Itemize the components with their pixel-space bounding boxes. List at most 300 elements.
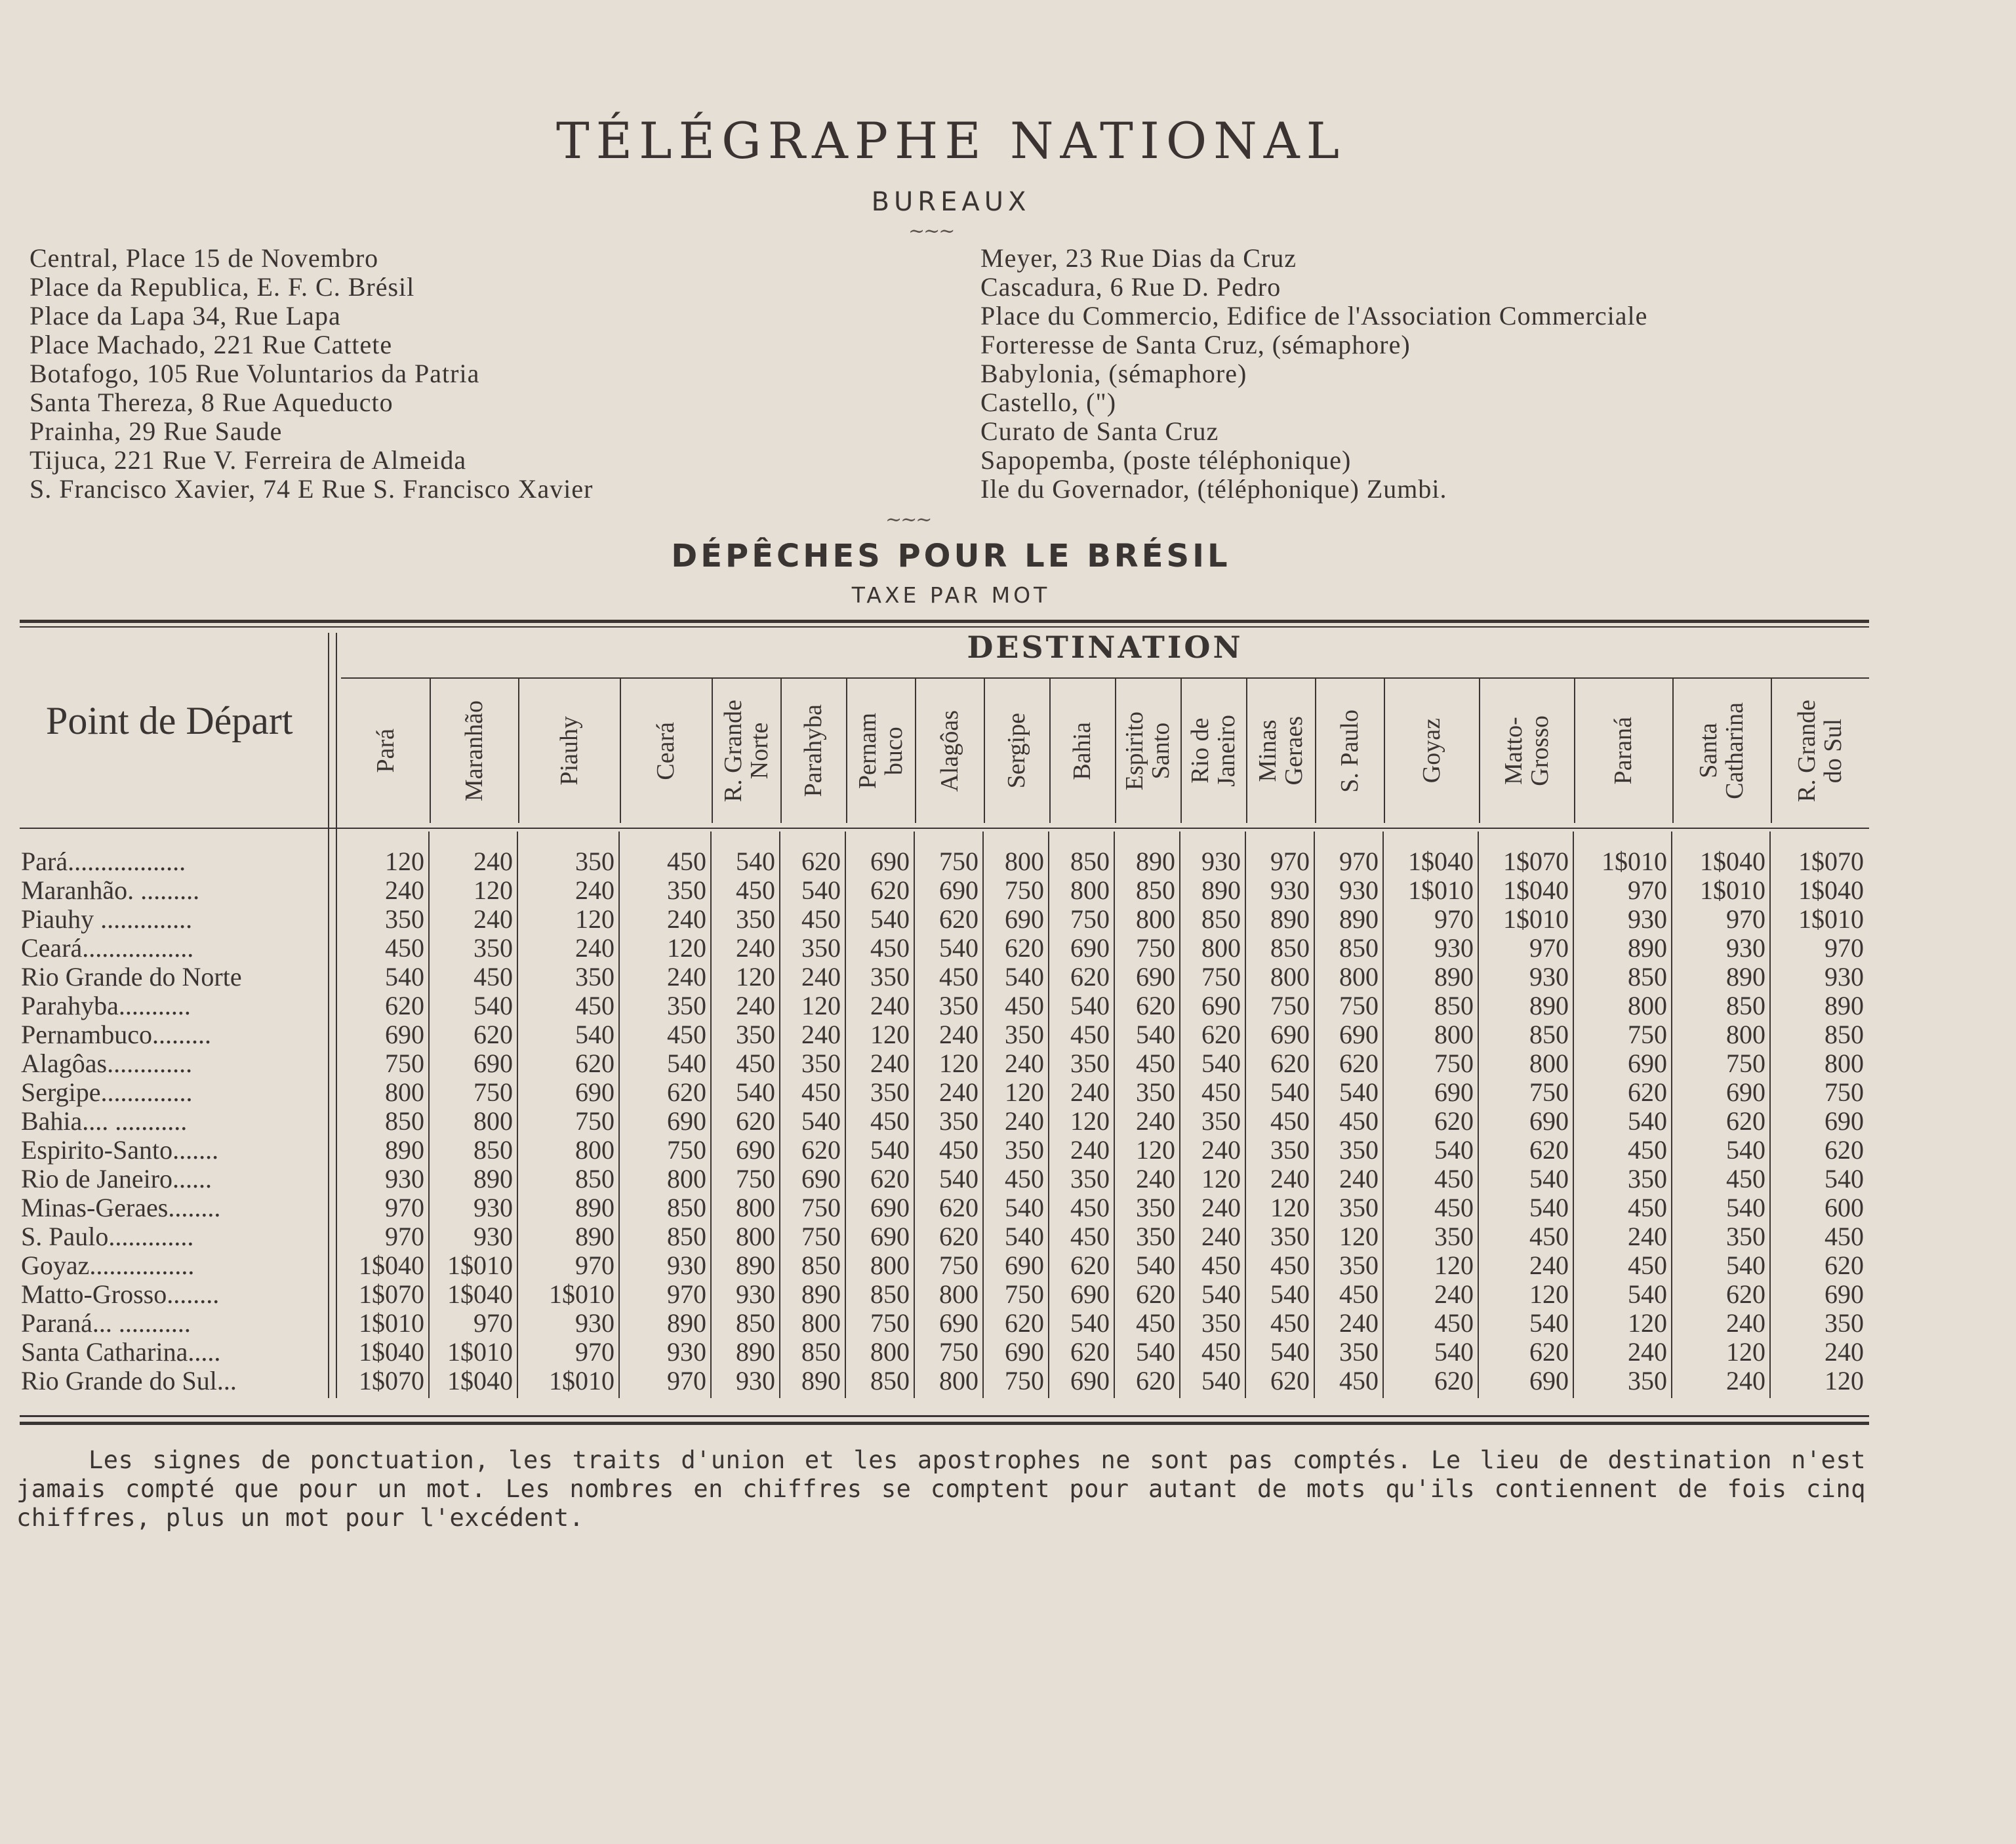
table-cell: 750 [870, 1308, 910, 1338]
table-cell: 750 [736, 1164, 775, 1193]
table-cell: 540 [1270, 1077, 1310, 1107]
table-cell: 690 [1529, 1366, 1569, 1395]
table-cell: 120 [1434, 1251, 1474, 1280]
table-cell: 540 [667, 1049, 706, 1078]
table-cell: 120 [575, 904, 615, 934]
table-cell: 350 [736, 1020, 775, 1049]
column-header [1049, 679, 1116, 823]
table-cell: 620 [870, 875, 910, 905]
column-header-label: S. Paulo [1335, 709, 1363, 793]
table-cell: 620 [1824, 1251, 1864, 1280]
table-cell: 800 [1270, 962, 1310, 992]
table-cell: 240 [801, 962, 841, 992]
column-header-label: Bahia [1068, 721, 1096, 780]
table-cell: 620 [801, 1135, 841, 1165]
table-cell: 850 [1824, 1020, 1864, 1049]
column-header-label: Minas Geraes [1253, 716, 1308, 786]
table-cell: 240 [1824, 1337, 1864, 1367]
table-cell: 450 [801, 1077, 841, 1107]
table-cell: 930 [667, 1251, 706, 1280]
table-cell: 750 [939, 847, 978, 876]
column-header-label: Rio de Janeiro [1186, 715, 1240, 787]
table-cell: 350 [1136, 1077, 1175, 1107]
table-cell: 350 [1339, 1135, 1379, 1165]
table-cell: 240 [1270, 1164, 1310, 1193]
table-cell: 120 [870, 1020, 910, 1049]
column-header-label: R. Grande do Sul [1793, 699, 1847, 803]
table-cell: 800 [474, 1106, 513, 1136]
table-cell: 750 [1434, 1049, 1474, 1078]
table-cell: 240 [1201, 1222, 1241, 1251]
table-cell: 930 [1339, 875, 1379, 905]
table-cell: 930 [385, 1164, 424, 1193]
table-cell: 450 [1339, 1279, 1379, 1309]
table-cell: 1$040 [1798, 875, 1864, 905]
table-cell: 690 [1070, 1366, 1110, 1395]
table-cell: 450 [1339, 1106, 1379, 1136]
column-header-label: Santa Catharina [1695, 702, 1748, 799]
table-cell: 540 [385, 962, 424, 992]
table-cell: 970 [575, 1251, 615, 1280]
table-top-rule [20, 620, 1869, 623]
ornament-divider: ~~~ [908, 220, 954, 243]
table-cell: 620 [1070, 1251, 1110, 1280]
table-cell: 350 [1201, 1106, 1241, 1136]
row-label: Espirito-Santo....... [21, 1136, 219, 1165]
office-address: S. Francisco Xavier, 74 E Rue S. Francisco Xavier [30, 474, 594, 504]
table-cell: 970 [1270, 847, 1310, 876]
table-cell: 620 [1270, 1049, 1310, 1078]
table-cell: 620 [939, 904, 978, 934]
table-cell: 540 [939, 933, 978, 963]
table-cell: 620 [1434, 1366, 1474, 1395]
table-cell: 540 [575, 1020, 615, 1049]
table-cell: 240 [870, 991, 910, 1020]
table-cell: 850 [870, 1279, 910, 1309]
table-cell: 120 [801, 991, 841, 1020]
table-cell: 540 [736, 1077, 775, 1107]
table-cell: 850 [1339, 933, 1379, 963]
table-cell: 240 [1628, 1222, 1667, 1251]
table-cell: 850 [801, 1251, 841, 1280]
ornament-divider: ~~~ [885, 508, 931, 531]
table-cell: 930 [1434, 933, 1474, 963]
row-label: Rio de Janeiro...... [21, 1165, 212, 1193]
table-cell: 120 [385, 847, 424, 876]
table-cell: 540 [1270, 1279, 1310, 1309]
table-cell: 750 [1824, 1077, 1864, 1107]
table-cell: 890 [1270, 904, 1310, 934]
table-cell: 800 [667, 1164, 706, 1193]
table-cell: 750 [1339, 991, 1379, 1020]
table-cell: 930 [474, 1222, 513, 1251]
table-cell: 450 [385, 933, 424, 963]
table-cell: 690 [870, 1222, 910, 1251]
table-cell: 750 [667, 1135, 706, 1165]
table-cell: 1$010 [1602, 847, 1667, 876]
header-bottom-rule [20, 828, 1869, 829]
table-cell: 690 [1136, 962, 1175, 992]
table-cell: 540 [801, 875, 841, 905]
table-cell: 800 [1824, 1049, 1864, 1078]
table-cell: 690 [1201, 991, 1241, 1020]
table-cell: 540 [1726, 1251, 1765, 1280]
table-cell: 620 [1005, 1308, 1044, 1338]
table-cell: 540 [1628, 1279, 1667, 1309]
table-cell: 540 [1201, 1279, 1241, 1309]
table-cell: 540 [1726, 1135, 1765, 1165]
table-cell: 450 [1136, 1308, 1175, 1338]
table-cell: 450 [736, 1049, 775, 1078]
table-cell: 450 [1726, 1164, 1765, 1193]
row-label: Piauhy .............. [21, 905, 193, 934]
table-cell: 620 [1136, 1366, 1175, 1395]
table-cell: 120 [939, 1049, 978, 1078]
column-header-label: Pernam buco [853, 712, 908, 790]
table-cell: 750 [1005, 1279, 1044, 1309]
table-cell: 970 [385, 1222, 424, 1251]
office-address: Cascadura, 6 Rue D. Pedro [980, 272, 1281, 302]
table-cell: 850 [1136, 875, 1175, 905]
table-cell: 620 [939, 1222, 978, 1251]
table-cell: 850 [575, 1164, 615, 1193]
table-top-rule-thin [20, 626, 1869, 628]
table-cell: 540 [1434, 1337, 1474, 1367]
column-header [1479, 679, 1575, 823]
table-cell: 540 [1339, 1077, 1379, 1107]
table-cell: 850 [1270, 933, 1310, 963]
row-label: S. Paulo............. [21, 1222, 194, 1251]
table-cell: 350 [801, 933, 841, 963]
table-cell: 750 [801, 1222, 841, 1251]
departure-header: Point de Départ [46, 699, 293, 742]
table-cell: 450 [1434, 1193, 1474, 1222]
table-cell: 890 [1726, 962, 1765, 992]
table-cell: 850 [667, 1193, 706, 1222]
table-cell: 350 [1339, 1337, 1379, 1367]
table-cell: 350 [1824, 1308, 1864, 1338]
table-cell: 890 [1824, 991, 1864, 1020]
table-cell: 890 [667, 1308, 706, 1338]
table-bottom-rule [20, 1415, 1869, 1417]
table-cell: 1$010 [549, 1366, 615, 1395]
table-cell: 890 [1339, 904, 1379, 934]
table-cell: 450 [575, 991, 615, 1020]
office-address: Place du Commercio, Edifice de l'Association Commerciale [980, 301, 1648, 331]
table-cell: 930 [575, 1308, 615, 1338]
table-cell: 690 [575, 1077, 615, 1107]
table-cell: 750 [1005, 875, 1044, 905]
table-cell: 240 [736, 933, 775, 963]
table-cell: 690 [1005, 1251, 1044, 1280]
table-cell: 750 [1005, 1366, 1044, 1395]
table-cell: 850 [801, 1337, 841, 1367]
table-cell: 450 [1270, 1308, 1310, 1338]
table-cell: 620 [1628, 1077, 1667, 1107]
column-header [1771, 679, 1869, 823]
table-cell: 1$010 [1408, 875, 1474, 905]
table-cell: 350 [1434, 1222, 1474, 1251]
table-cell: 690 [1434, 1077, 1474, 1107]
row-label: Ceará................. [21, 934, 194, 963]
label-divider [328, 633, 329, 1398]
table-cell: 890 [1529, 991, 1569, 1020]
table-cell: 1$040 [1408, 847, 1474, 876]
table-cell: 690 [939, 1308, 978, 1338]
table-cell: 540 [1136, 1251, 1175, 1280]
table-cell: 450 [870, 933, 910, 963]
table-cell: 800 [939, 1366, 978, 1395]
table-cell: 540 [1005, 1222, 1044, 1251]
table-cell: 690 [939, 875, 978, 905]
table-cell: 240 [667, 904, 706, 934]
table-cell: 620 [1529, 1337, 1569, 1367]
table-cell: 800 [870, 1337, 910, 1367]
table-cell: 350 [1339, 1193, 1379, 1222]
table-cell: 540 [1136, 1337, 1175, 1367]
table-cell: 690 [1270, 1020, 1310, 1049]
table-cell: 350 [1339, 1251, 1379, 1280]
table-cell: 450 [1136, 1049, 1175, 1078]
table-cell: 620 [1529, 1135, 1569, 1165]
table-cell: 450 [667, 1020, 706, 1049]
table-cell: 690 [474, 1049, 513, 1078]
page-subtitle: BUREAUX [871, 187, 1031, 217]
table-cell: 750 [1270, 991, 1310, 1020]
table-cell: 850 [1201, 904, 1241, 934]
table-cell: 620 [575, 1049, 615, 1078]
table-cell: 540 [1070, 1308, 1110, 1338]
table-cell: 540 [1201, 1366, 1241, 1395]
table-cell: 540 [1136, 1020, 1175, 1049]
table-cell: 890 [575, 1222, 615, 1251]
table-cell: 350 [575, 847, 615, 876]
table-cell: 240 [474, 847, 513, 876]
table-cell: 750 [801, 1193, 841, 1222]
office-address: Botafogo, 105 Rue Voluntarios da Patria [30, 359, 480, 388]
column-header-label: Pará [371, 729, 399, 773]
destination-header: DESTINATION [967, 630, 1243, 665]
table-cell: 850 [736, 1308, 775, 1338]
table-cell: 930 [1824, 962, 1864, 992]
table-cell: 540 [939, 1164, 978, 1193]
table-cell: 620 [474, 1020, 513, 1049]
column-header-label: Paraná [1609, 717, 1637, 785]
table-cell: 540 [1824, 1164, 1864, 1193]
office-address: Ile du Governador, (téléphonique) Zumbi. [980, 474, 1447, 504]
page-title: TÉLÉGRAPHE NATIONAL [555, 111, 1346, 170]
row-label: Santa Catharina..... [21, 1338, 221, 1367]
table-cell: 800 [1628, 991, 1667, 1020]
column-header [1574, 679, 1674, 823]
table-cell: 350 [1628, 1164, 1667, 1193]
table-cell: 240 [1628, 1337, 1667, 1367]
table-cell: 690 [1824, 1279, 1864, 1309]
table-cell: 240 [1136, 1164, 1175, 1193]
table-cell: 120 [1339, 1222, 1379, 1251]
table-cell: 930 [1201, 847, 1241, 876]
table-cell: 800 [736, 1193, 775, 1222]
table-cell: 1$010 [1503, 904, 1569, 934]
column-header [984, 679, 1051, 823]
table-cell: 120 [1070, 1106, 1110, 1136]
table-cell: 120 [1529, 1279, 1569, 1309]
table-cell: 850 [1529, 1020, 1569, 1049]
table-cell: 240 [575, 933, 615, 963]
table-cell: 350 [1628, 1366, 1667, 1395]
column-header [712, 679, 782, 823]
table-cell: 240 [474, 904, 513, 934]
table-cell: 240 [939, 1077, 978, 1107]
table-cell: 450 [474, 962, 513, 992]
table-cell: 240 [1726, 1308, 1765, 1338]
table-cell: 690 [1070, 933, 1110, 963]
table-cell: 1$010 [1798, 904, 1864, 934]
table-cell: 450 [1628, 1251, 1667, 1280]
table-cell: 600 [1824, 1193, 1864, 1222]
table-cell: 890 [1136, 847, 1175, 876]
column-header-label: R. Grande Norte [719, 699, 773, 803]
row-label: Pará.................. [21, 847, 186, 876]
table-cell: 850 [385, 1106, 424, 1136]
table-cell: 690 [1628, 1049, 1667, 1078]
table-cell: 120 [474, 875, 513, 905]
table-cell: 350 [1201, 1308, 1241, 1338]
table-cell: 620 [870, 1164, 910, 1193]
column-header-label: Goyaz [1417, 718, 1445, 784]
table-cell: 890 [736, 1337, 775, 1367]
table-cell: 620 [1726, 1106, 1765, 1136]
table-cell: 800 [1529, 1049, 1569, 1078]
table-cell: 750 [939, 1251, 978, 1280]
column-header-label: Matto- Grosso [1499, 715, 1554, 786]
table-cell: 1$040 [1503, 875, 1569, 905]
table-cell: 690 [1070, 1279, 1110, 1309]
table-cell: 240 [870, 1049, 910, 1078]
footnote-text: Les signes de ponctuation, les traits d'union et les apostrophes ne sont pas comptés. Le lieu de destination n'est jamais compté que pour un mot. Les nombres en chiffres se comptent pour autant de mots qu'ils contiennent de fois cinq chiffres, plus un mot pour l'excédent. [16, 1446, 1866, 1532]
column-header-label: Parahyba [799, 704, 827, 797]
column-header [518, 679, 621, 823]
table-cell: 890 [1628, 933, 1667, 963]
table-cell: 240 [1201, 1193, 1241, 1222]
footnote [16, 1446, 1866, 1533]
table-cell: 540 [1070, 991, 1110, 1020]
table-cell: 890 [1201, 875, 1241, 905]
table-cell: 240 [736, 991, 775, 1020]
table-cell: 800 [801, 1308, 841, 1338]
office-address: Santa Thereza, 8 Rue Aqueducto [30, 388, 393, 417]
table-cell: 240 [1005, 1049, 1044, 1078]
table-cell: 1$010 [447, 1337, 513, 1367]
table-cell: 120 [1136, 1135, 1175, 1165]
table-cell: 620 [939, 1193, 978, 1222]
column-header [1115, 679, 1182, 823]
table-cell: 350 [385, 904, 424, 934]
section-title: DÉPÊCHES POUR LE BRÉSIL [671, 538, 1231, 574]
table-cell: 970 [1529, 933, 1569, 963]
office-address: Tijuca, 221 Rue V. Ferreira de Almeida [30, 445, 467, 475]
table-cell: 750 [1726, 1049, 1765, 1078]
table-cell: 350 [667, 875, 706, 905]
table-cell: 350 [1070, 1049, 1110, 1078]
table-cell: 930 [1270, 875, 1310, 905]
table-cell: 120 [1270, 1193, 1310, 1222]
table-cell: 930 [736, 1366, 775, 1395]
table-cell: 800 [870, 1251, 910, 1280]
table-cell: 620 [1136, 991, 1175, 1020]
table-cell: 350 [1270, 1135, 1310, 1165]
table-cell: 450 [1070, 1193, 1110, 1222]
table-cell: 240 [1136, 1106, 1175, 1136]
table-cell: 350 [801, 1049, 841, 1078]
table-cell: 450 [1201, 1251, 1241, 1280]
table-cell: 750 [939, 1337, 978, 1367]
table-cell: 240 [1070, 1135, 1110, 1165]
table-cell: 970 [575, 1337, 615, 1367]
table-cell: 690 [736, 1135, 775, 1165]
office-address: Meyer, 23 Rue Dias da Cruz [980, 243, 1297, 273]
table-cell: 800 [1136, 904, 1175, 934]
table-cell: 1$010 [1700, 875, 1765, 905]
column-header-label: Espirito Santo [1121, 711, 1175, 791]
table-cell: 120 [1726, 1337, 1765, 1367]
table-cell: 850 [1434, 991, 1474, 1020]
table-cell: 620 [1726, 1279, 1765, 1309]
column-header-label: Sergipe [1003, 713, 1030, 789]
table-cell: 690 [1529, 1106, 1569, 1136]
table-cell: 540 [801, 1106, 841, 1136]
table-cell: 970 [385, 1193, 424, 1222]
table-cell: 850 [1070, 847, 1110, 876]
table-cell: 620 [1070, 962, 1110, 992]
table-cell: 850 [870, 1366, 910, 1395]
table-cell: 800 [1070, 875, 1110, 905]
table-cell: 540 [1726, 1193, 1765, 1222]
table-cell: 540 [1529, 1164, 1569, 1193]
table-cell: 450 [1529, 1222, 1569, 1251]
table-cell: 1$010 [549, 1279, 615, 1309]
table-cell: 800 [1726, 1020, 1765, 1049]
table-cell: 450 [1201, 1337, 1241, 1367]
table-cell: 1$010 [447, 1251, 513, 1280]
table-cell: 890 [801, 1279, 841, 1309]
column-header [846, 679, 916, 823]
table-cell: 750 [1070, 904, 1110, 934]
table-cell: 890 [801, 1366, 841, 1395]
row-label: Goyaz................ [21, 1251, 195, 1280]
office-address: Curato de Santa Cruz [980, 416, 1219, 446]
office-address: Place da Republica, E. F. C. Brésil [30, 272, 415, 302]
office-address: Babylonia, (sémaphore) [980, 359, 1247, 388]
column-header-label: Ceará [652, 721, 679, 780]
table-cell: 450 [1270, 1251, 1310, 1280]
office-address: Central, Place 15 de Novembro [30, 243, 379, 273]
table-cell: 450 [801, 904, 841, 934]
table-cell: 690 [870, 1193, 910, 1222]
table-cell: 690 [385, 1020, 424, 1049]
table-cell: 120 [736, 962, 775, 992]
table-cell: 350 [1005, 1020, 1044, 1049]
table-cell: 540 [1005, 962, 1044, 992]
table-cell: 450 [1434, 1164, 1474, 1193]
table-cell: 800 [1434, 1020, 1474, 1049]
row-label: Paraná... ........... [21, 1309, 191, 1338]
table-cell: 800 [1339, 962, 1379, 992]
column-header [1246, 679, 1316, 823]
table-cell: 540 [1628, 1106, 1667, 1136]
row-label: Alagôas............. [21, 1049, 193, 1078]
column-header [1384, 679, 1480, 823]
